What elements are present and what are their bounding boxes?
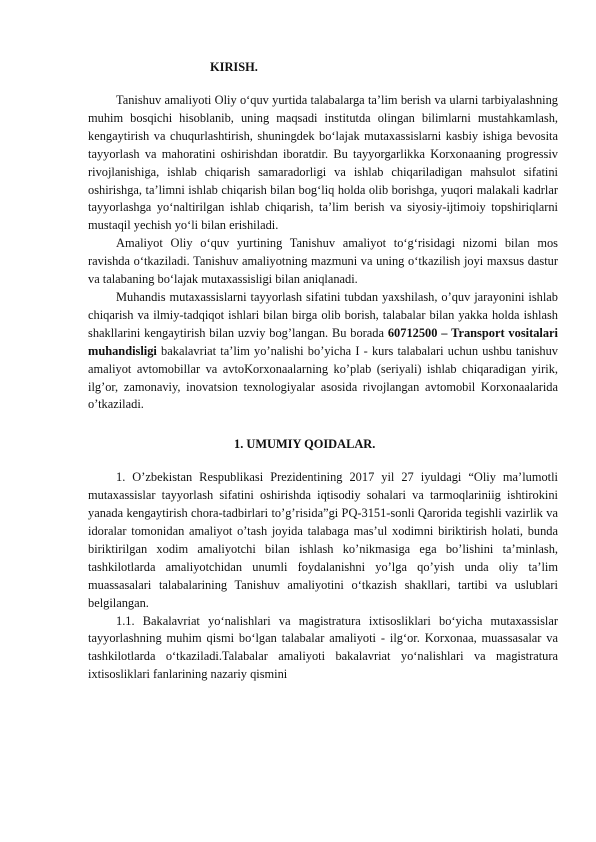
intro-paragraph-3-text-b: bakalavriat ta’lim yo’nalishi bo’yicha I - kurs talabalari uchun ushbu tanishuv amaliyot avtomobillar va avtoKorxonaalarning ko’plab (seriyali) ishlab chiqaradigan yirik, ilg’or, zamonaviy, inovatsion texnologiyalar asosida rivojlangan avtomobil Korxonaalarida o’tkaziladi. <box>88 343 558 412</box>
section-paragraph-1: 1. O’zbekistan Respublikasi Prezidentining 2017 yil 27 iyuldagi “Oliy ma’lumotli mutaxassislar tayyorlash sifatini oshirishda iqtisodiy sohalari va tarmoqlariniig ishtirokini yanada kengaytirish chora-tadbirlari to’g’risida”gi PQ-3151-sonli Qarorida tegishli vazirlik va idoralar tomonidan amaliyot o’tash joyida talabaga mas’ul xodimni biriktirish holati, bunda biriktirilgan xodim amaliyotchi bilan ishlash ko’nikmasiga ega bo’lishini ta’minlash, tashkilotlarda amaliyotchidan unumli foydalanishni yo’lga qo’yish unda oliy ta’lim muassasalari talabalarining Tanishuv amaliyotini o‘tkazish shakllari, tartibi va uslublari belgilangan. <box>88 470 558 610</box>
intro-paragraph-3 <box>88 289 558 414</box>
section-heading: 1. UMUMIY QOIDALAR. <box>234 437 376 452</box>
intro-paragraph-1: Tanishuv amaliyoti Oliy o‘quv yurtida talabalarga ta’lim berish va ularni tarbiyalashning muhim bosqichi hisoblanib, uning maqsadi institutda olingan bilimlarni mustahkamlash, kengaytirish va chuqurlashtirish, shuningdek bo‘lajak mutaxassislarni kasbiy ishiga bevosita tayyorlash va mahoratini oshirishdan iboratdir. Bu tayyorgarlikka Korxonaaning progressiv rivojlanishiga, ishlab chiqarish samaradorligi va ishlab chiqariladigan mahsulot sifatini oshirishga, ta’limni ishlab chiqarish bilan bog‘liq holda olib borishga, yuqori malakali kadrlar tayyorlashga yo‘naltirilgan ishlab chiqarish, ta’lim berish va siyosiy-ijtimoiy topshiriqlarni mustaqil yechish yo‘li bilan erishiladi. <box>88 93 558 233</box>
document-page <box>88 58 558 684</box>
page-title: KIRISH. <box>210 60 258 74</box>
specialty-name: 60712500 – Transport vositalari muhandisligi <box>88 325 558 358</box>
section-spacer <box>88 414 558 435</box>
intro-paragraph-2: Amaliyot Oliy o‘quv yurtining Tanishuv amaliyot to‘g‘risidagi nizomi bilan mos ravishda o‘tkaziladi. Tanishuv amaliyotning mazmuni va uning o‘tkazilish joyi maxsus dastur va talabaning bo‘lajak mutaxassisligi bilan aniqlanadi. <box>88 236 558 287</box>
section-paragraph-2: 1.1. Bakalavriat yo‘nalishlari va magistratura ixtisosliklari bo‘yicha mutaxassislar tayyorlashning muhim qismi bo‘lgan talabalar amaliyoti - ilg‘or. Korxonaa, muassasalar va tashkilotlarda o‘tkaziladi.Talabalar amaliyoti bakalavriat yo‘nalishlari va magistratura ixtisosliklari fanlarining nazariy qismini <box>88 613 558 682</box>
intro-paragraph-3-text-a: Muhandis mutaxassislarni tayyorlash sifatini tubdan yaxshilash, o’quv jarayonini ishlab chiqarish va ilmiy-tadqiqot ishlari bilan birga olib borish, talabalar bilan yakka holda ishlash shakllarini kengaytirish bilan uzviy bog’langan. Bu borada <box>88 289 558 340</box>
